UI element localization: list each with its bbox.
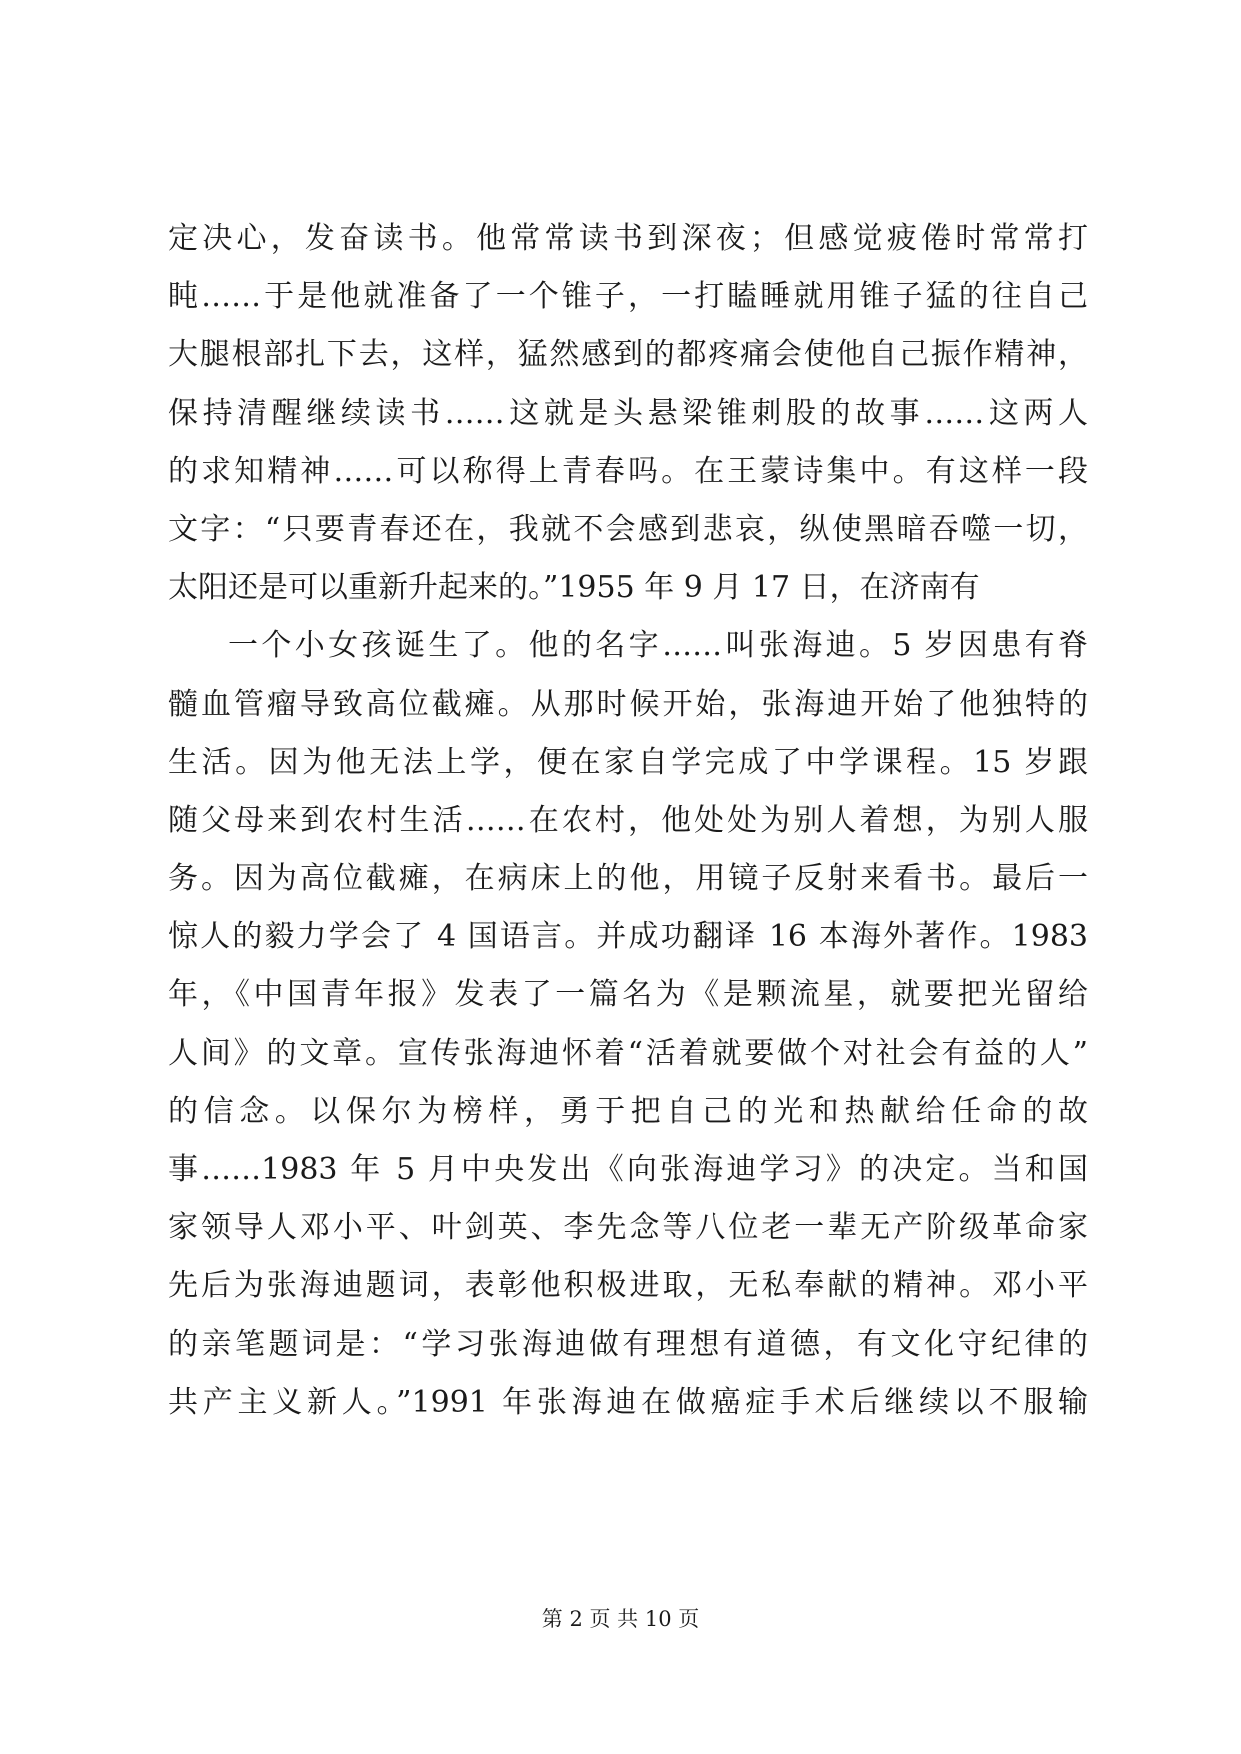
page-footer <box>0 1604 1241 1634</box>
text-line: 的求知精神……可以称得上青春吗。在王蒙诗集中。有这样一段 <box>168 453 1088 489</box>
text-line: 随父母来到农村生活……在农村，他处处为别人着想，为别人服 <box>168 802 1088 838</box>
text-line: 人间》的文章。宣传张海迪怀着“活着就要做个对社会有益的人” <box>168 1035 1088 1071</box>
text-line: 家领导人邓小平、叶剑英、李先念等八位老一辈无产阶级革命家 <box>168 1210 1088 1246</box>
text-line: 的信念。以保尔为榜样，勇于把自己的光和热献给任命的故 <box>168 1093 1088 1129</box>
text-line: 年，《中国青年报》发表了一篇名为《是颗流星，就要把光留给 <box>168 977 1088 1013</box>
text-line: 髓血管瘤导致高位截瘫。从那时候开始，张海迪开始了他独特的 <box>168 686 1088 722</box>
text-line: 的亲笔题词是：“学习张海迪做有理想有道德，有文化守纪律的 <box>168 1326 1088 1362</box>
text-line: 先后为张海迪题词，表彰他积极进取，无私奉献的精神。邓小平 <box>168 1268 1088 1304</box>
text-line: 太阳还是可以重新升起来的。”1955 年 9 月 17 日，在济南有 <box>168 570 980 606</box>
page-number-label: 第 2 页 共 10 页 <box>541 1607 700 1631</box>
text-line: 大腿根部扎下去，这样，猛然感到的都疼痛会使他自己振作精神， <box>168 337 1088 373</box>
text-line: 一个小女孩诞生了。他的名字……叫张海迪。5 岁因患有脊 <box>228 628 1088 664</box>
text-line: 文字：“只要青春还在，我就不会感到悲哀，纵使黑暗吞噬一切， <box>168 511 1088 547</box>
text-line: 生活。因为他无法上学，便在家自学完成了中学课程。15 岁跟 <box>168 744 1088 780</box>
text-line: 定决心，发奋读书。他常常读书到深夜；但感觉疲倦时常常打 <box>168 221 1088 256</box>
text-line: 务。因为高位截瘫，在病床上的他，用镜子反射来看书。最后一 <box>168 861 1088 897</box>
body-text <box>168 210 1088 1432</box>
text-line: 保持清醒继续读书……这就是头悬梁锥刺股的故事……这两人 <box>168 395 1088 431</box>
text-line: 共产主义新人。”1991 年张海迪在做癌症手术后继续以不服输 <box>168 1384 1088 1420</box>
text-line: 事……1983 年 5 月中央发出《向张海迪学习》的决定。当和国 <box>168 1152 1088 1187</box>
text-line: 盹……于是他就准备了一个锥子，一打瞌睡就用锥子猛的往自己 <box>168 279 1088 315</box>
text-line: 惊人的毅力学会了 4 国语言。并成功翻译 16 本海外著作。1983 <box>168 919 1088 955</box>
